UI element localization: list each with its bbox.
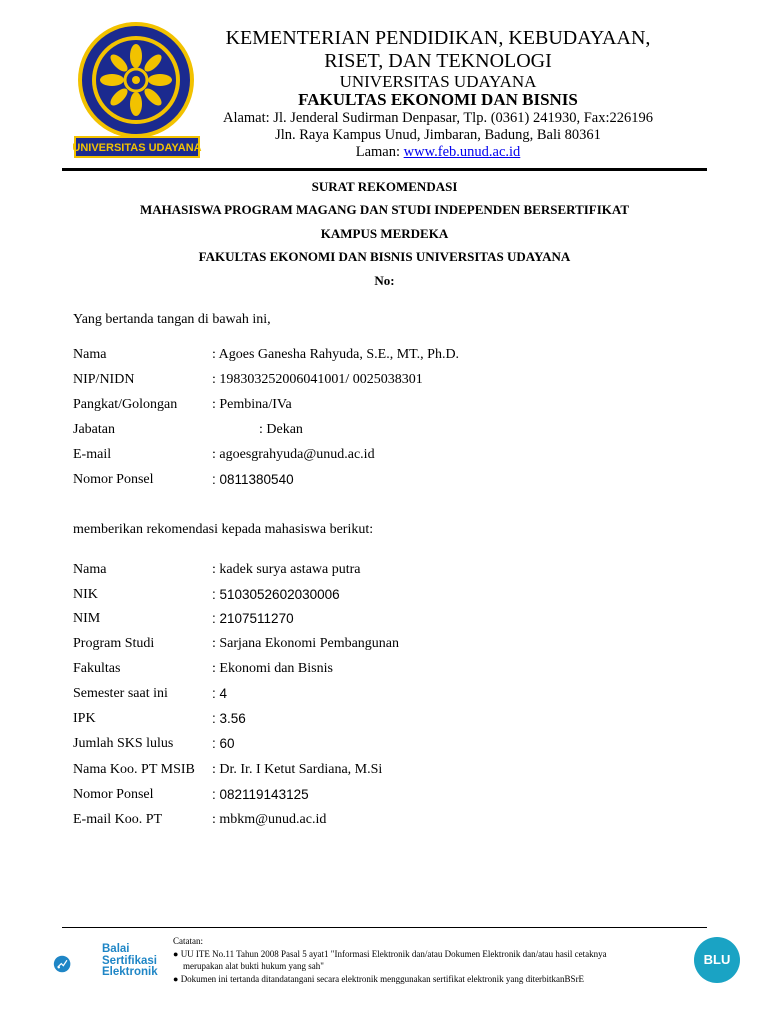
field-label: Semester saat ini	[73, 686, 168, 701]
ministry-name-line2: RISET, DAN TEKNOLOGI	[324, 50, 552, 72]
university-name: UNIVERSITAS UDAYANA	[339, 72, 537, 91]
field-value: : 60	[212, 736, 235, 751]
field-value: : agoesgrahyuda@unud.ac.id	[212, 447, 375, 462]
field-value: : 5103052602030006	[212, 587, 340, 602]
field-label: Jumlah SKS lulus	[73, 736, 174, 751]
website-link[interactable]: www.feb.unud.ac.id	[403, 144, 521, 160]
field-value: : 2107511270	[212, 611, 294, 626]
note-item: ● Dokumen ini tertanda ditandatangani secara elektronik menggunakan sertifikat elektronik yang diterbitkanBSrE	[173, 973, 585, 984]
note-text: UU ITE No.11 Tahun 2008 Pasal 5 ayat1 "Informasi Elektronik dan/atau Dokumen Elektronik dan/atau hasil cetaknya	[180, 948, 607, 959]
intro-text: Yang bertanda tangan di bawah ini,	[73, 312, 271, 327]
field-label: E-mail	[73, 447, 112, 462]
field-value: : 082119143125	[212, 787, 309, 802]
field-label: Pangkat/Golongan	[73, 397, 178, 412]
field-label: NIK	[73, 587, 98, 602]
note-item: ● UU ITE No.11 Tahun 2008 Pasal 5 ayat1 "Informasi Elektronik dan/atau Dokumen Elektronik dan/atau hasil cetaknya	[173, 948, 607, 959]
field-value: : 0811380540	[212, 472, 294, 487]
field-label: Nama	[73, 347, 107, 362]
field-label: Program Studi	[73, 636, 155, 651]
field-label: NIM	[73, 611, 101, 626]
bsre-logo-text	[102, 944, 158, 979]
field-label: Nama	[73, 562, 107, 577]
letter-title: SURAT REKOMENDASI	[311, 179, 458, 194]
bsre-line3: Elektronik	[102, 966, 158, 978]
logo-text: UNIVERSITAS UDAYANA	[72, 142, 202, 154]
field-value: : Ekonomi dan Bisnis	[212, 661, 333, 676]
letter-subtitle: MAHASISWA PROGRAM MAGANG DAN STUDI INDEPENDEN BERSERTIFIKAT	[139, 202, 630, 218]
field-value: : Sarjana Ekonomi Pembangunan	[212, 636, 400, 651]
field-label: IPK	[73, 711, 96, 726]
bsre-line2: Sertifikasi	[102, 954, 157, 967]
field-value: : mbkm@unud.ac.id	[212, 812, 327, 827]
recommend-text: memberikan rekomendasi kepada mahasiswa berikut:	[73, 522, 374, 537]
bsre-logo-icon	[53, 941, 101, 987]
note-text: Dokumen ini tertanda ditandatangani secara elektronik menggunakan sertifikat elektronik yang diterbitkanBSrE	[180, 973, 585, 984]
ministry-name-line1: KEMENTERIAN PENDIDIKAN, KEBUDAYAAN,	[225, 27, 651, 49]
field-label: Nama Koo. PT MSIB	[73, 762, 195, 777]
field-value: : 3.56	[212, 711, 246, 726]
issuing-faculty: FAKULTAS EKONOMI DAN BISNIS UNIVERSITAS UDAYANA	[198, 249, 571, 265]
notes-heading: Catatan:	[173, 936, 203, 946]
field-value: : Dr. Ir. I Ketut Sardiana, M.Si	[212, 762, 383, 777]
field-label: NIP/NIDN	[73, 372, 135, 387]
field-label: E-mail Koo. PT	[73, 812, 163, 827]
website-line	[200, 144, 676, 161]
program-name: KAMPUS MERDEKA	[320, 225, 449, 241]
blu-logo-icon	[693, 936, 741, 984]
website-label: Laman:	[355, 144, 401, 160]
field-value: : Agoes Ganesha Rahyuda, S.E., MT., Ph.D.	[212, 347, 460, 362]
letter-title-block	[62, 179, 707, 296]
field-label: Jabatan	[73, 422, 115, 437]
field-label: Nomor Ponsel	[73, 787, 154, 802]
blu-logo-text: BLU	[703, 952, 731, 967]
footer-notes	[173, 935, 693, 985]
footer-divider	[62, 927, 707, 928]
field-value: : Dekan	[259, 422, 303, 437]
field-value: : kadek surya astawa putra	[212, 562, 361, 577]
field-label: Nomor Ponsel	[73, 472, 154, 487]
address-line1: Alamat: Jl. Jenderal Sudirman Denpasar, Tlp. (0361) 241930, Fax:226196	[222, 110, 654, 126]
letterhead-divider	[62, 168, 707, 171]
field-value: : 4	[212, 686, 228, 701]
letter-number: No:	[374, 272, 395, 288]
field-value: : 198303252006041001/ 0025038301	[212, 372, 423, 387]
faculty-name: FAKULTAS EKONOMI DAN BISNIS	[298, 90, 578, 109]
field-label: Fakultas	[73, 661, 121, 676]
field-value: : Pembina/IVa	[212, 397, 292, 412]
note-item-continued: merupakan alat bukti hukum yang sah"	[183, 961, 324, 971]
address-line2: Jln. Raya Kampus Unud, Jimbaran, Badung, Bali 80361	[275, 127, 601, 143]
universitas-udayana-logo	[72, 20, 202, 160]
bsre-line1: Balai	[102, 943, 130, 955]
